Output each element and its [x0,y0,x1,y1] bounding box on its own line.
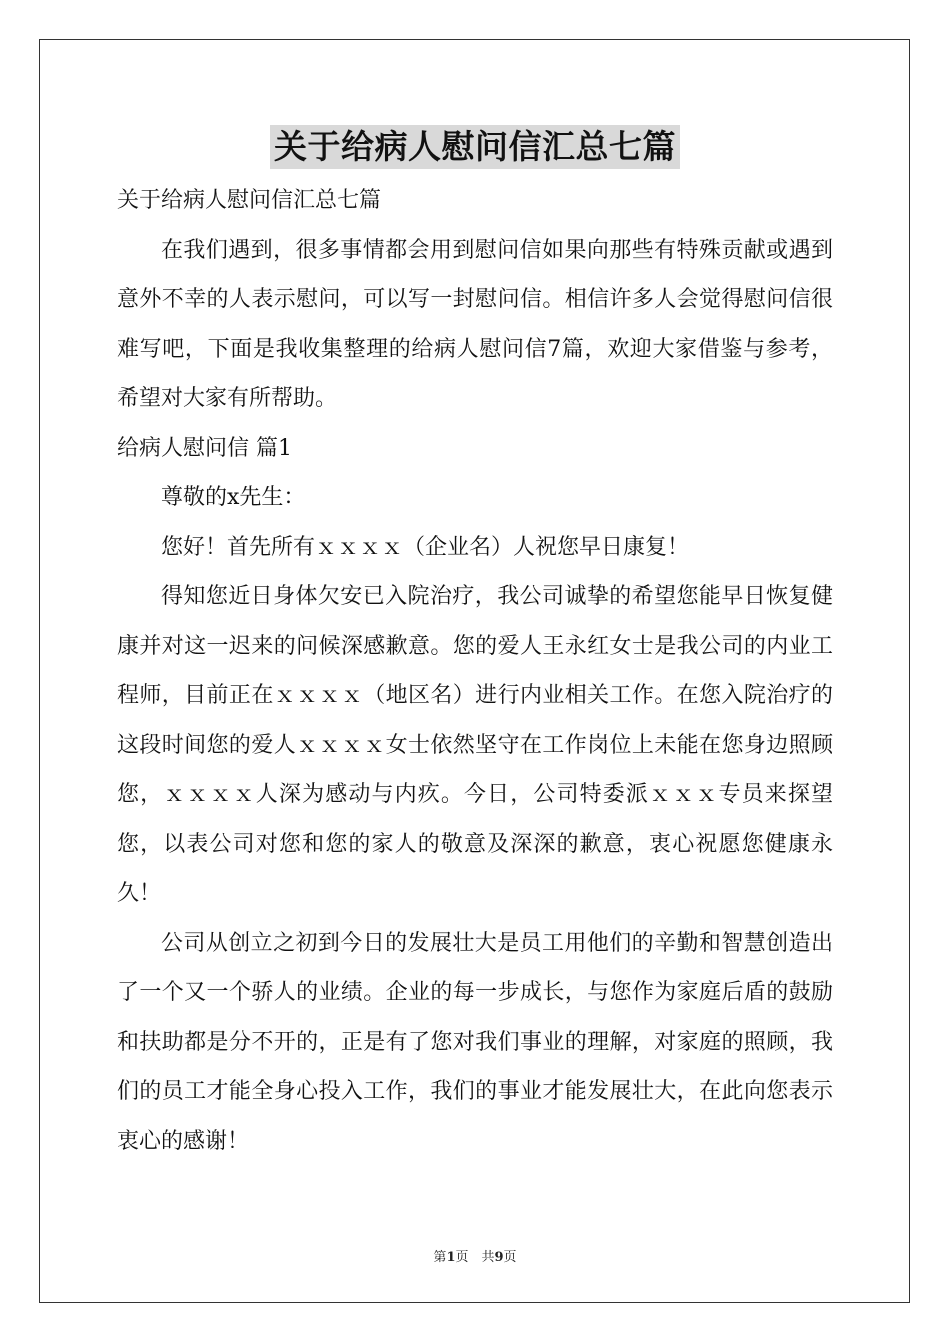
intro-paragraph: 在我们遇到，很多事情都会用到慰问信如果向那些有特殊贡献或遇到意外不幸的人表示慰问，可以写一封慰问信。相信许多人会觉得慰问信很难写吧，下面是我收集整理的给病人慰问信7篇，欢迎大家借鉴与参考，希望对大家有所帮助。 [117,237,833,411]
body-paragraph-2: 公司从创立之初到今日的发展壮大是员工用他们的辛勤和智慧创造出了一个又一个骄人的业绩。企业的每一步成长，与您作为家庭后盾的鼓励和扶助都是分不开的，正是有了您对我们事业的理解，对家庭的照顾，我们的员工才能全身心投入工作，我们的事业才能发展壮大，在此向您表示衷心的感谢！ [117,930,833,1154]
title-wrap [0,125,950,169]
body-paragraph-1: 得知您近日身体欠安已入院治疗，我公司诚挚的希望您能早日恢复健康并对这一迟来的问候深感歉意。您的爱人王永红女士是我公司的内业工程师，目前正在ｘｘｘｘ（地区名）进行内业相关工作。在您入院治疗的这段时间您的爱人ｘｘｘｘ女士依然坚守在工作岗位上未能在您身边照顾您，ｘｘｘｘ人深为感动与内疚。今日，公司特委派ｘｘｘ专员来探望您，以表公司对您和您的家人的敬意及深深的歉意，衷心祝愿您健康永久！ [117,584,833,906]
footer-page-total: 9 [494,1250,504,1265]
salutation: 尊敬的x先生： [161,485,306,510]
section-heading: 给病人慰问信 篇1 [117,435,292,461]
footer-page-suffix: 页 [503,1250,517,1265]
document-title: 关于给病人慰问信汇总七篇 [270,125,680,169]
document-subtitle: 关于给病人慰问信汇总七篇 [117,188,382,213]
greeting: 您好！首先所有ｘｘｘｘ（企业名）人祝您早日康复！ [161,534,690,560]
document-body [117,176,833,1166]
footer-page-prefix: 第 [433,1250,447,1265]
footer-page-mid: 页 共 [455,1250,495,1265]
page-footer [0,1246,950,1265]
footer-page-current: 1 [446,1250,456,1265]
